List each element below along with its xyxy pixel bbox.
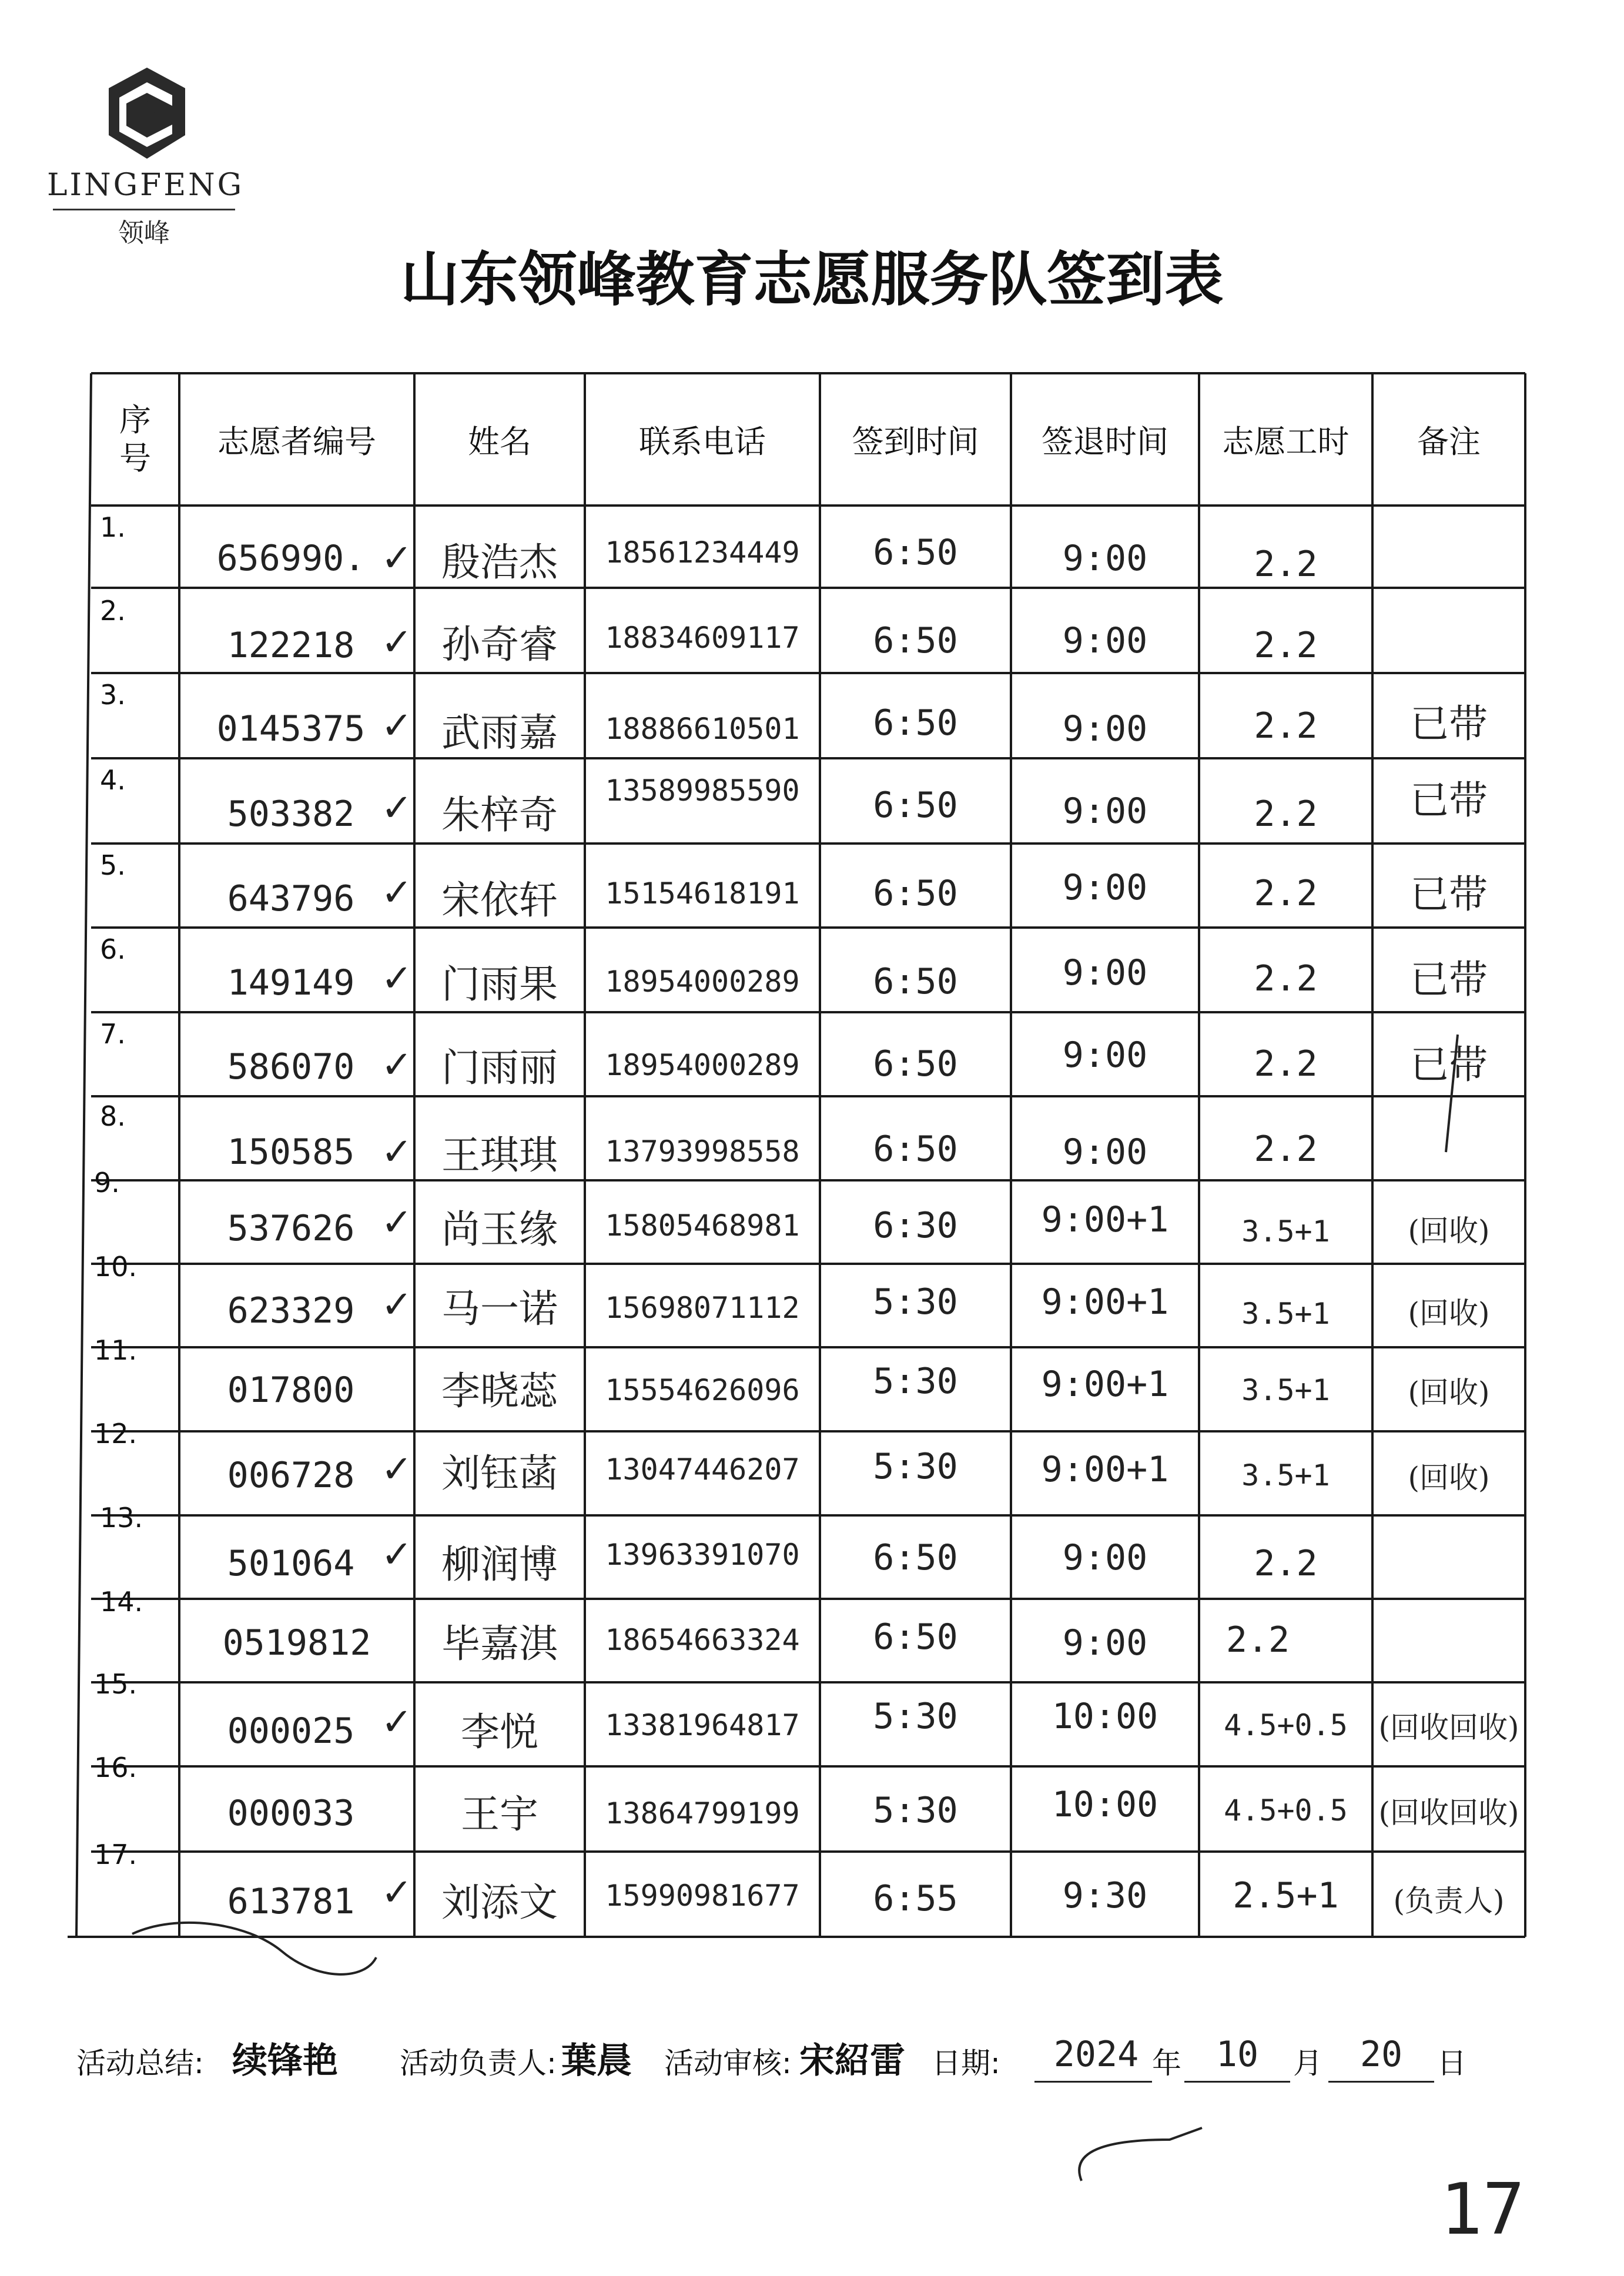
volunteer-id: 656990. <box>216 538 366 579</box>
row-seq: 9. <box>94 1167 120 1199</box>
leader-signature: 葉晨 <box>561 2040 632 2081</box>
check-mark: ✓ <box>381 786 413 830</box>
header-seq <box>91 373 179 506</box>
volunteer-hours: 2.2 <box>1254 794 1318 835</box>
checkout-time: 9:00 <box>1062 867 1148 908</box>
remark: 已带 <box>1410 777 1488 823</box>
volunteer-hours: 4.5+0.5 <box>1224 1708 1348 1742</box>
check-mark: ✓ <box>381 1201 413 1244</box>
header-checkin: 签到时间 <box>852 423 979 460</box>
checkout-time: 9:00+1 <box>1041 1449 1169 1490</box>
remark: 已带 <box>1410 701 1488 747</box>
volunteer-hours: 2.5+1 <box>1233 1875 1339 1916</box>
checkin-time: 6:50 <box>873 1129 958 1170</box>
volunteer-name: 刘添文 <box>441 1879 558 1925</box>
check-mark: ✓ <box>381 957 413 1000</box>
checkin-time: 5:30 <box>873 1281 958 1323</box>
leader-label: 活动负责人: <box>400 2046 557 2080</box>
phone: 15154618191 <box>605 876 800 911</box>
volunteer-id: 586070 <box>227 1046 355 1087</box>
checkout-time: 9:00 <box>1062 538 1148 579</box>
volunteer-id: 000033 <box>227 1793 355 1834</box>
volunteer-name: 孙奇睿 <box>441 621 558 667</box>
checkout-time: 9:00 <box>1062 952 1148 993</box>
phone: 13589985590 <box>605 774 800 808</box>
volunteer-id: 623329 <box>227 1290 355 1331</box>
row-seq: 10. <box>94 1251 138 1283</box>
volunteer-name: 李晓蕊 <box>441 1368 558 1414</box>
volunteer-hours: 2.2 <box>1254 624 1318 666</box>
year-unit: 年 <box>1152 2046 1181 2080</box>
volunteer-name: 刘钰菡 <box>441 1450 558 1496</box>
header-seq-line1: 序 <box>119 401 151 439</box>
volunteer-hours: 2.2 <box>1254 1129 1318 1170</box>
volunteer-hours: 3.5+1 <box>1241 1373 1330 1407</box>
summary-signature: 续锋艳 <box>232 2040 338 2081</box>
checkin-time: 6:50 <box>873 620 958 661</box>
remark: 已带 <box>1410 956 1488 1002</box>
page-title: 山东领峰教育志愿服务队签到表 <box>400 245 1224 314</box>
remark: (回收回收) <box>1378 1796 1519 1830</box>
volunteer-name: 王琪琪 <box>441 1132 558 1178</box>
volunteer-hours: 2.2 <box>1254 873 1318 914</box>
volunteer-hours: 2.2 <box>1254 1043 1318 1085</box>
checkin-time: 6:30 <box>873 1205 958 1246</box>
month-underline <box>1184 2081 1290 2083</box>
check-mark: ✓ <box>381 1130 413 1174</box>
remark: (回收) <box>1408 1214 1490 1248</box>
date-label: 日期: <box>932 2046 1000 2080</box>
page-number: 17 <box>1440 2169 1525 2251</box>
remark: (回收) <box>1408 1461 1490 1495</box>
volunteer-hours: 3.5+1 <box>1241 1297 1330 1331</box>
row-seq: 15. <box>94 1668 138 1700</box>
volunteer-name: 武雨嘉 <box>441 709 558 755</box>
checkin-time: 6:50 <box>873 873 958 914</box>
checkin-time: 5:30 <box>873 1446 958 1487</box>
volunteer-name: 尚玉缘 <box>441 1206 558 1252</box>
remark: 已带 <box>1410 871 1488 917</box>
check-mark: ✓ <box>381 620 413 664</box>
checkout-time: 9:00 <box>1062 1035 1148 1076</box>
volunteer-name: 王宇 <box>461 1791 538 1837</box>
check-mark: ✓ <box>381 1283 413 1327</box>
phone: 18954000289 <box>605 1048 800 1082</box>
remark <box>1372 1611 1525 1669</box>
volunteer-hours: 4.5+0.5 <box>1224 1793 1348 1828</box>
volunteer-id: 000025 <box>227 1711 355 1752</box>
logo-brand-cn: 领峰 <box>118 218 170 248</box>
logo-brand-text: LINGFENG <box>47 168 245 203</box>
row-seq: 1. <box>100 511 126 543</box>
volunteer-name: 宋依轩 <box>441 877 558 923</box>
remark <box>1372 1120 1525 1179</box>
row-seq: 11. <box>94 1334 138 1366</box>
checkin-time: 5:30 <box>873 1361 958 1402</box>
row-seq: 12. <box>94 1418 138 1450</box>
header-volunteer-id: 志愿者编号 <box>217 423 376 460</box>
checkin-time: 5:30 <box>873 1790 958 1831</box>
remark <box>1372 1528 1525 1587</box>
remark: 已带 <box>1410 1042 1488 1087</box>
checkin-time: 5:30 <box>873 1696 958 1737</box>
volunteer-name: 殷浩杰 <box>441 539 558 585</box>
month-unit: 月 <box>1293 2046 1322 2080</box>
volunteer-id: 503382 <box>227 794 355 835</box>
header-hours: 志愿工时 <box>1222 423 1350 460</box>
volunteer-hours: 2.2 <box>1225 1619 1290 1661</box>
year-underline <box>1034 2081 1152 2083</box>
remark: (负责人) <box>1393 1884 1505 1918</box>
checkout-time: 9:00+1 <box>1041 1364 1169 1405</box>
date-year: 2024 <box>1053 2034 1139 2075</box>
row-seq: 3. <box>100 679 126 711</box>
volunteer-id: 0145375 <box>216 708 366 749</box>
phone: 15990981677 <box>605 1879 800 1913</box>
row-seq: 14. <box>100 1586 143 1618</box>
volunteer-id: 501064 <box>227 1543 355 1584</box>
row-seq: 7. <box>100 1018 126 1050</box>
check-mark: ✓ <box>381 1701 413 1744</box>
check-mark: ✓ <box>381 1533 413 1577</box>
checkin-time: 6:50 <box>873 702 958 744</box>
review-signature: 宋紹雷 <box>799 2040 905 2081</box>
volunteer-hours: 2.2 <box>1254 705 1318 747</box>
phone: 18561234449 <box>605 535 800 570</box>
phone: 13381964817 <box>605 1708 800 1742</box>
volunteer-id: 150585 <box>227 1132 355 1173</box>
volunteer-id: 537626 <box>227 1208 355 1249</box>
checkin-time: 6:50 <box>873 1043 958 1085</box>
volunteer-hours: 2.2 <box>1254 1543 1318 1584</box>
remark: (回收回收) <box>1378 1711 1519 1745</box>
summary-label: 活动总结: <box>76 2046 204 2080</box>
row-seq: 4. <box>100 764 126 796</box>
checkout-time: 10:00 <box>1052 1696 1158 1737</box>
remark: (回收) <box>1408 1375 1490 1410</box>
checkout-time: 9:00 <box>1062 1622 1148 1664</box>
row-seq: 6. <box>100 933 126 965</box>
volunteer-hours: 3.5+1 <box>1241 1458 1330 1492</box>
date-month: 10 <box>1216 2034 1259 2075</box>
phone: 18954000289 <box>605 965 800 999</box>
row-seq: 16. <box>94 1752 138 1783</box>
check-mark: ✓ <box>381 704 413 748</box>
check-mark: ✓ <box>381 537 413 580</box>
volunteer-id: 017800 <box>227 1370 355 1411</box>
volunteer-hours: 2.2 <box>1254 544 1318 585</box>
review-label: 活动审核: <box>664 2046 792 2080</box>
volunteer-id: 006728 <box>227 1455 355 1496</box>
row-seq: 8. <box>100 1100 126 1132</box>
header-remarks: 备注 <box>1417 423 1481 460</box>
header-name: 姓名 <box>468 423 531 460</box>
row-seq: 17. <box>94 1839 138 1870</box>
phone: 13793998558 <box>605 1134 800 1169</box>
remark <box>1372 529 1525 588</box>
day-underline <box>1328 2081 1434 2083</box>
volunteer-id: 643796 <box>227 878 355 919</box>
check-mark: ✓ <box>381 1448 413 1491</box>
volunteer-name: 柳润博 <box>441 1541 558 1587</box>
checkout-time: 9:00 <box>1062 708 1148 749</box>
volunteer-id: 0519812 <box>222 1622 371 1664</box>
phone: 15805468981 <box>605 1209 800 1243</box>
checkin-time: 6:55 <box>873 1878 958 1919</box>
header-phone: 联系电话 <box>639 423 766 460</box>
phone: 13963391070 <box>605 1538 800 1572</box>
volunteer-name: 李悦 <box>461 1709 538 1755</box>
phone: 15554626096 <box>605 1373 800 1407</box>
checkout-time: 9:00+1 <box>1041 1281 1169 1323</box>
check-mark: ✓ <box>381 871 413 915</box>
phone: 15698071112 <box>605 1291 800 1325</box>
checkin-time: 6:50 <box>873 532 958 573</box>
date-day: 20 <box>1360 2034 1403 2075</box>
phone: 18834609117 <box>605 621 800 655</box>
volunteer-hours: 3.5+1 <box>1241 1214 1330 1249</box>
volunteer-name: 马一诺 <box>441 1286 558 1331</box>
checkin-time: 6:50 <box>873 1616 958 1658</box>
phone: 18886610501 <box>605 712 800 746</box>
header-checkout: 签退时间 <box>1042 423 1168 460</box>
checkout-time: 9:00+1 <box>1041 1199 1169 1240</box>
checkout-time: 9:00 <box>1062 791 1148 832</box>
checkout-time: 10:00 <box>1052 1784 1158 1825</box>
volunteer-id: 613781 <box>227 1881 355 1922</box>
volunteer-name: 门雨果 <box>441 961 558 1007</box>
checkout-time: 9:00 <box>1062 620 1148 661</box>
volunteer-hours: 2.2 <box>1254 958 1318 999</box>
checkin-time: 6:50 <box>873 785 958 826</box>
checkout-time: 9:30 <box>1062 1875 1148 1916</box>
phone: 13864799199 <box>605 1796 800 1830</box>
volunteer-name: 门雨丽 <box>441 1045 558 1090</box>
volunteer-id: 149149 <box>227 962 355 1003</box>
checkout-time: 9:00 <box>1062 1132 1148 1173</box>
phone: 18654663324 <box>605 1623 800 1657</box>
phone: 13047446207 <box>605 1452 800 1487</box>
row-seq: 13. <box>100 1502 143 1534</box>
row-seq: 2. <box>100 595 126 627</box>
volunteer-name: 毕嘉淇 <box>441 1621 558 1666</box>
remark <box>1372 611 1525 670</box>
checkout-time: 9:00 <box>1062 1537 1148 1578</box>
checkin-time: 6:50 <box>873 961 958 1002</box>
row-seq: 5. <box>100 849 126 881</box>
day-unit: 日 <box>1437 2046 1466 2080</box>
checkin-time: 6:50 <box>873 1537 958 1578</box>
volunteer-name: 朱梓奇 <box>441 792 558 838</box>
check-mark: ✓ <box>381 1043 413 1087</box>
check-mark: ✓ <box>381 1871 413 1914</box>
volunteer-id: 122218 <box>227 624 355 666</box>
remark: (回收) <box>1408 1296 1490 1330</box>
header-seq-line2: 号 <box>119 439 151 477</box>
